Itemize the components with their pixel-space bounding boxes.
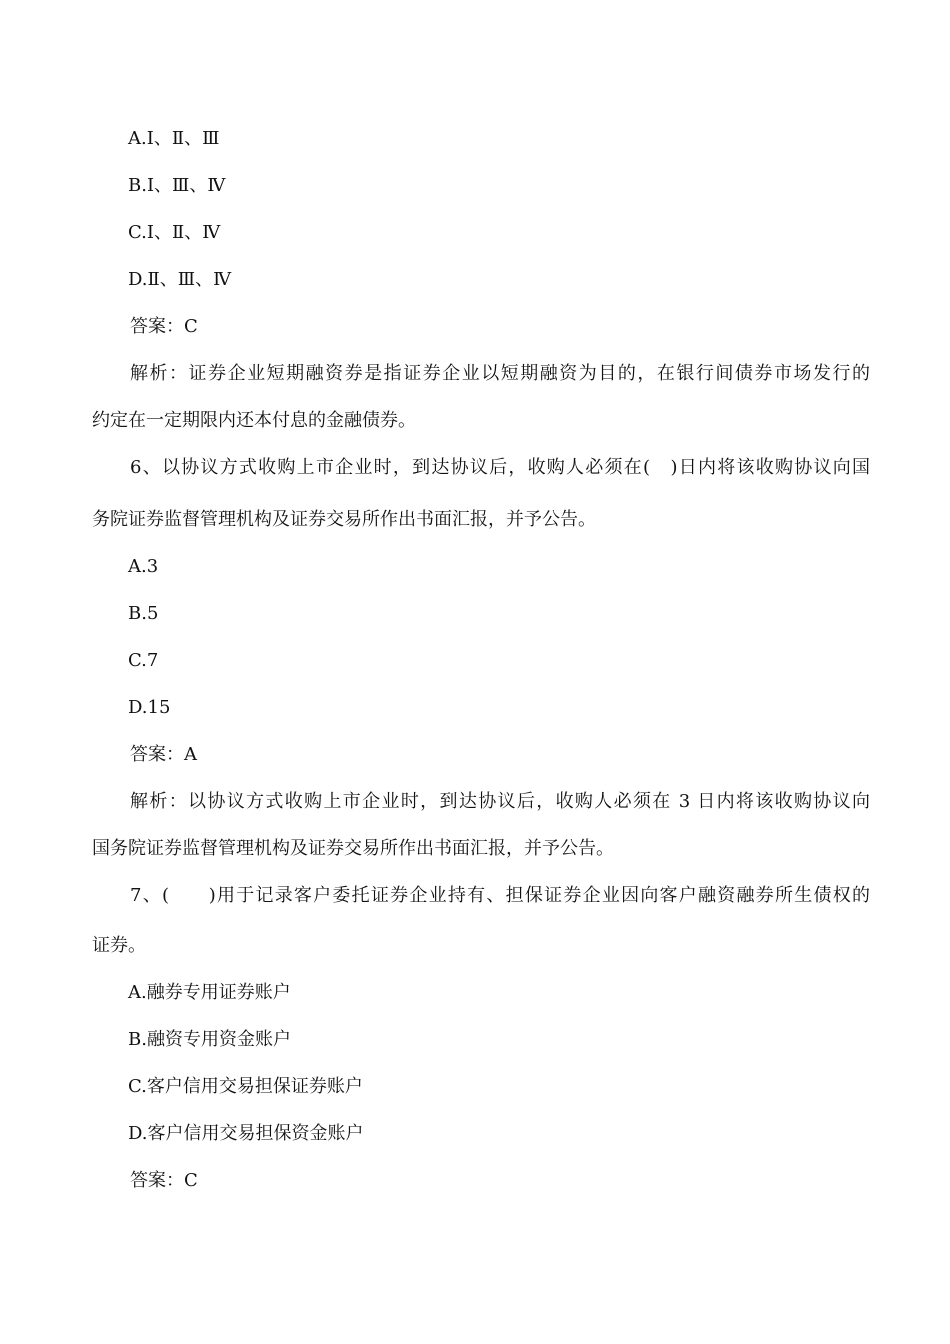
q7-option-a: A.融券专用证券账户 xyxy=(128,982,291,1003)
q5-answer: 答案：C xyxy=(130,316,198,337)
q6-stem-line1: 6、以协议方式收购上市企业时，到达协议后，收购人必须在( )日内将该收购协议向国 xyxy=(130,457,870,478)
q6-option-d: D.15 xyxy=(128,697,171,718)
q5-option-d: D.Ⅱ、Ⅲ、Ⅳ xyxy=(128,269,232,290)
q7-answer: 答案：C xyxy=(130,1170,198,1191)
q7-option-b: B.融资专用资金账户 xyxy=(128,1029,291,1050)
q6-option-b: B.5 xyxy=(128,603,159,624)
q7-stem-line1: 7、( )用于记录客户委托证券企业持有、担保证券企业因向客户融资融券所生债权的 xyxy=(130,885,870,906)
q5-option-a: A.Ⅰ、Ⅱ、Ⅲ xyxy=(128,128,220,149)
q6-analysis-line2: 国务院证券监督管理机构及证券交易所作出书面汇报，并予公告。 xyxy=(92,838,614,859)
q5-option-b: B.Ⅰ、Ⅲ、Ⅳ xyxy=(128,175,226,196)
q7-option-c: C.客户信用交易担保证券账户 xyxy=(128,1076,363,1097)
q5-option-c: C.Ⅰ、Ⅱ、Ⅳ xyxy=(128,222,221,243)
q5-analysis-line1: 解析：证券企业短期融资券是指证券企业以短期融资为目的，在银行间债券市场发行的 xyxy=(130,363,870,384)
q6-option-a: A.3 xyxy=(128,556,159,577)
q6-option-c: C.7 xyxy=(128,650,159,671)
q5-analysis-line2: 约定在一定期限内还本付息的金融债券。 xyxy=(92,410,416,431)
q6-answer: 答案：A xyxy=(130,744,197,765)
q6-analysis-line1: 解析：以协议方式收购上市企业时，到达协议后，收购人必须在 3 日内将该收购协议向 xyxy=(130,791,870,812)
q7-option-d: D.客户信用交易担保资金账户 xyxy=(128,1123,364,1144)
q7-stem-line2: 证券。 xyxy=(92,935,146,956)
q6-stem-line2: 务院证券监督管理机构及证券交易所作出书面汇报，并予公告。 xyxy=(92,509,596,530)
